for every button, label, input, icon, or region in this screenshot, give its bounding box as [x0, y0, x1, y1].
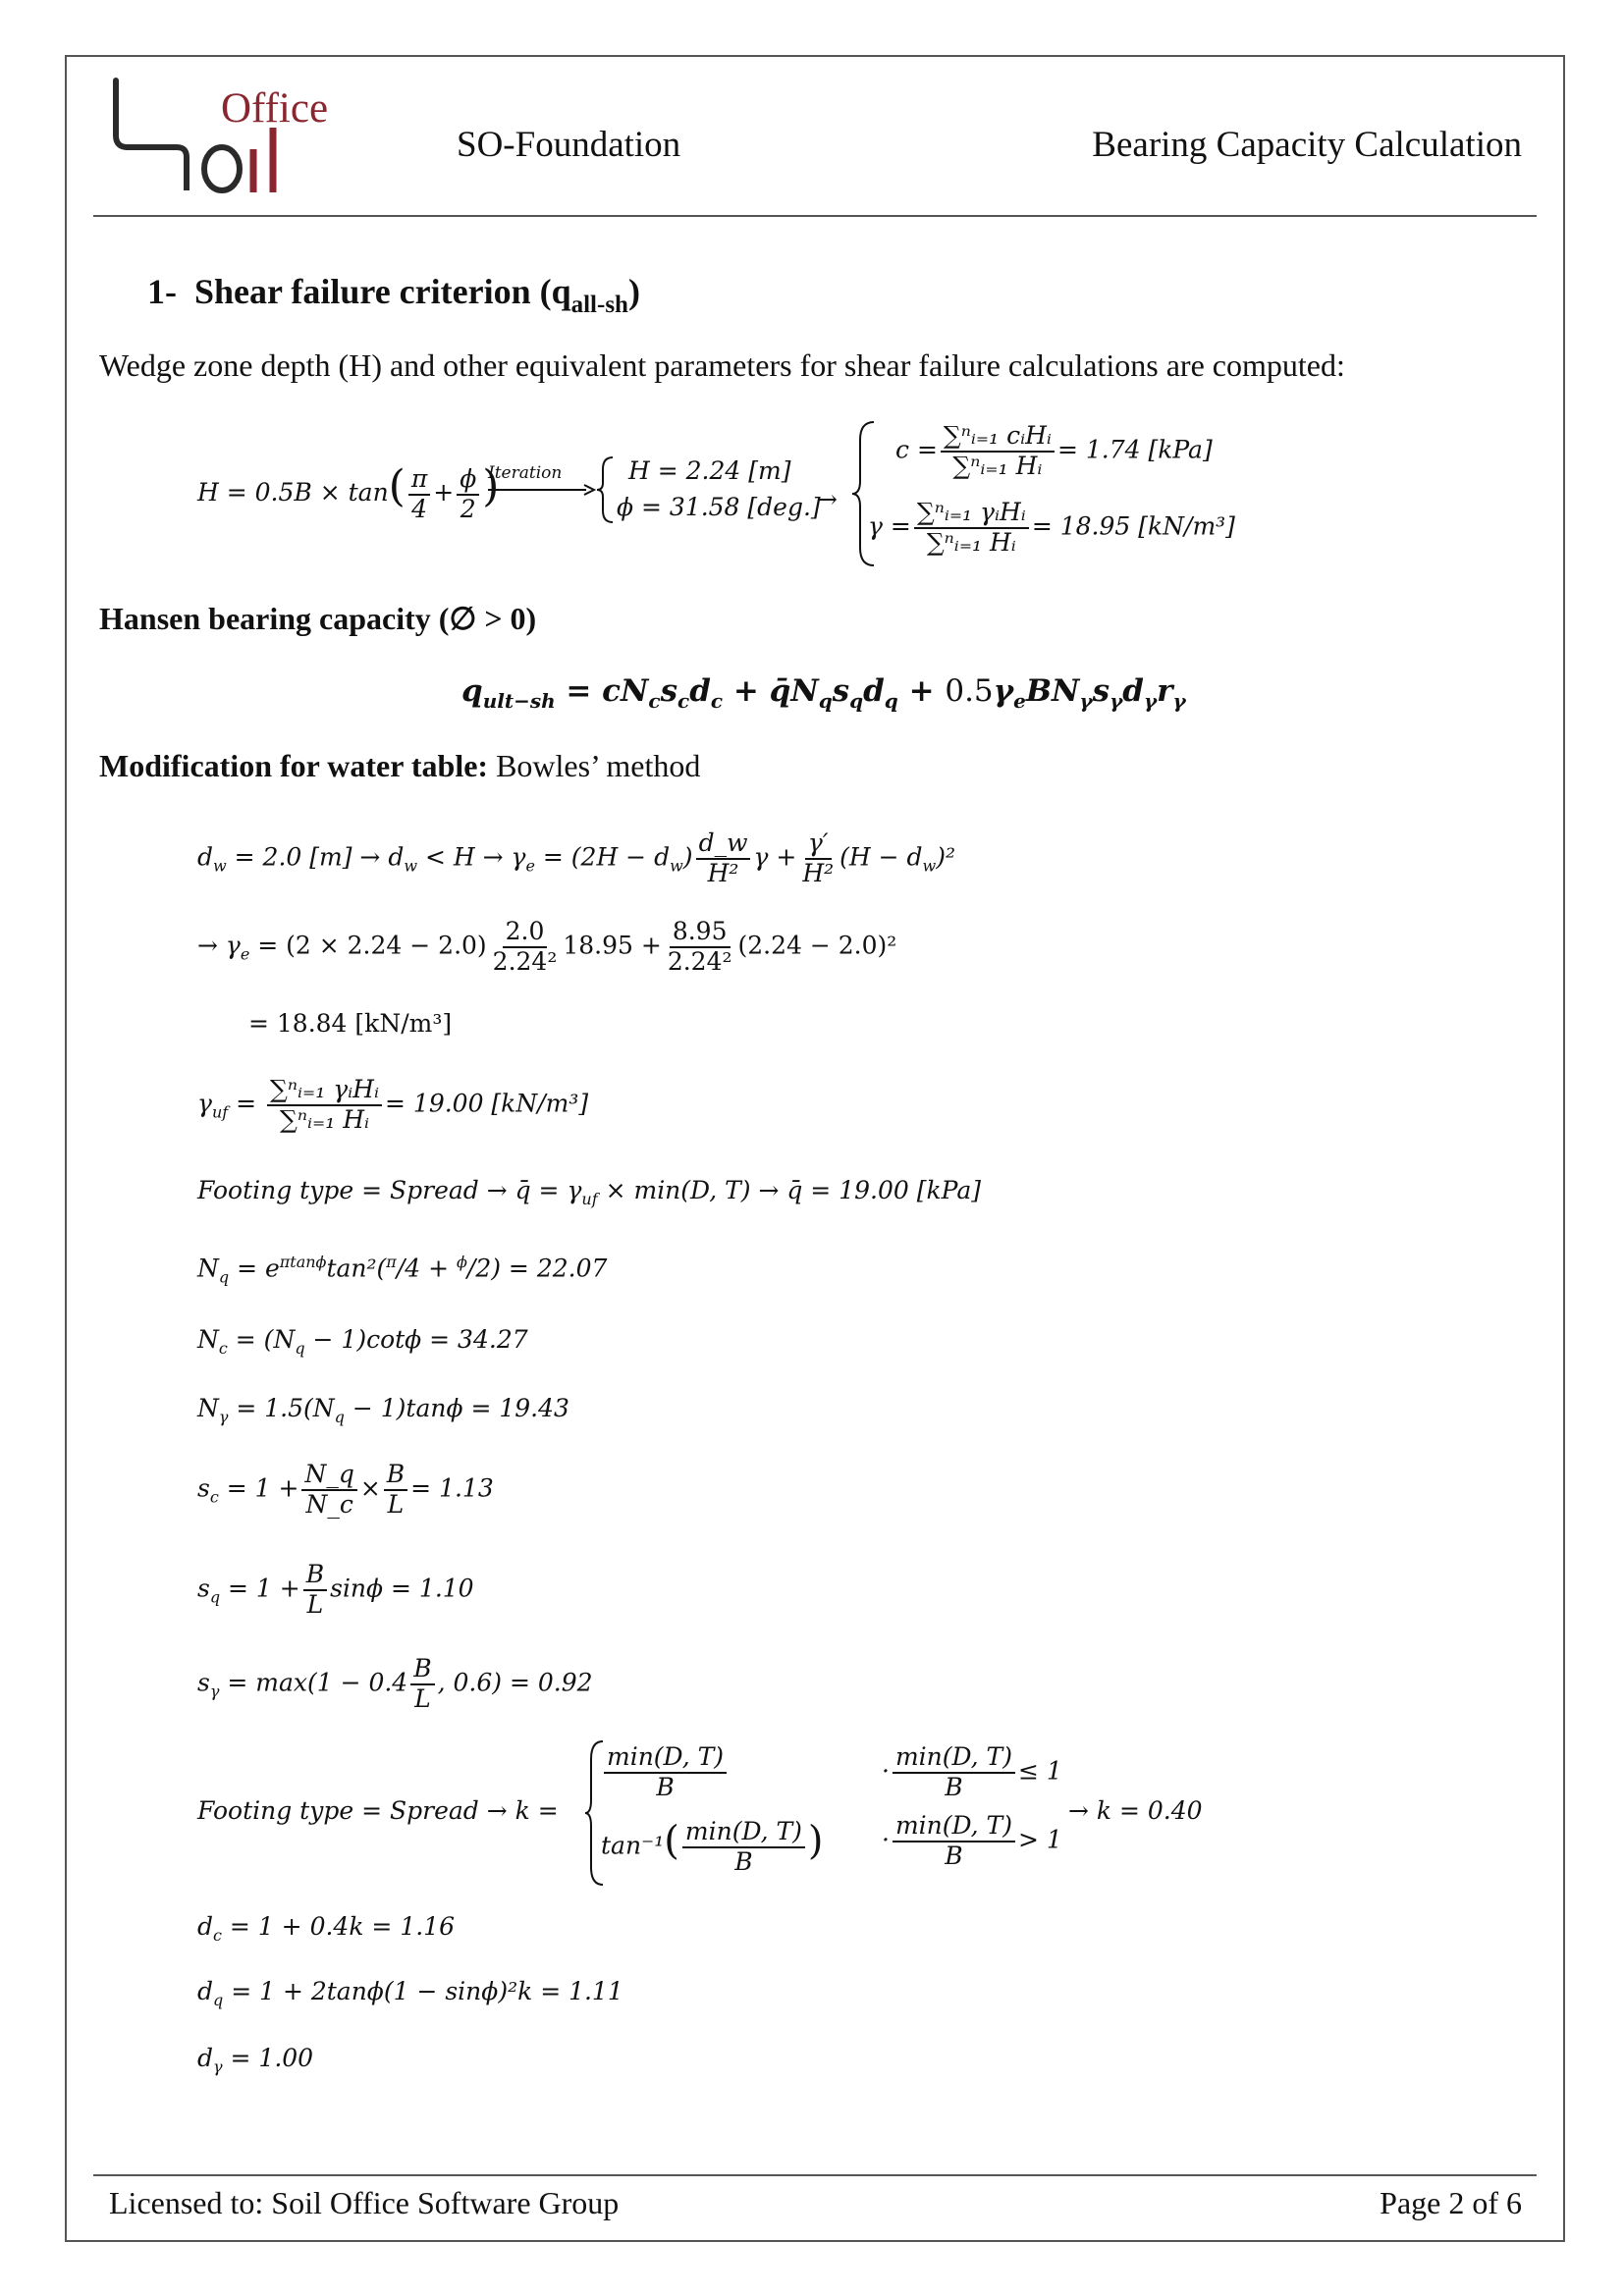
- dw-equation: $d_w = 2.0$ $[m] \to d_w < H \to \gamma_e = (2H - d_w)$ $\frac{d\_w}{\text{H²}}$ γ + $\frac{\gamma'}{\text{H²}}$ $(H - d_w)^2$: [197, 828, 956, 887]
- k-condition-1: · $\frac{\min(D, T)}{B}$ ≤ 1: [882, 1742, 1062, 1801]
- h-result: H = 2.24 [m]: [628, 456, 791, 485]
- water-table-heading: Modification for water table: Bowles’ method: [99, 748, 701, 783]
- document-title: Bearing Capacity Calculation: [1092, 125, 1522, 165]
- k-result: → k = 0.40: [1068, 1796, 1203, 1825]
- sgamma-equation: $s_\gamma = \max(1 - 0.4$ $\frac{B}{L}$ , 0.6) = 0.92: [197, 1654, 593, 1713]
- nq-equation: $N_q = e^{\pi tan\phi}\tan^2(^\pi/4 + ^\phi/2) = 22.07$: [197, 1253, 608, 1287]
- left-brace-icon: [595, 455, 615, 524]
- dc-equation: $d_c = 1 + 0.4k = 1.16$: [197, 1912, 455, 1945]
- footing-qbar-equation: Footing type = Spread → q̄ = $\gamma_{uf} \times \min(D$, T) → q̄ = 19.00 [kPa]: [197, 1176, 981, 1208]
- hansen-equation: $q_{ult-sh} = cN_cs_cd_c$ + $q̄N_qs_qd_q + 0.5\gamma_eBN_\gamma s_\gamma d_\gamma r_\gamma$: [461, 673, 1186, 714]
- arrow-icon: →: [817, 485, 838, 513]
- gamma-uf-equation: $\gamma_{uf}$ = $\frac{\text{∑ⁿᵢ₌₁ γᵢHᵢ}}{\text{∑ⁿᵢ₌₁ Hᵢ}}$ = 19.00 [kN/m³]: [197, 1075, 589, 1134]
- license-text: Licensed to: Soil Office Software Group: [109, 2185, 620, 2220]
- gamma-equation: γ = $\frac{\text{∑ⁿᵢ₌₁ γᵢHᵢ}}{\text{∑ⁿᵢ₌₁ Hᵢ}}$ = 18.95 [kN/m³]: [868, 498, 1235, 557]
- k-lhs: Footing type = Spread → k =: [197, 1796, 559, 1825]
- logo-office-text: Office: [221, 85, 329, 132]
- wedge-depth-equation: H = 0.5B × tan( $\frac{\pi}{4}$ + $\frac{\phi}{2}$ ): [197, 461, 500, 523]
- ngamma-equation: $N_\gamma = 1.5(N_q - 1)\tan\phi = 19.43$: [197, 1394, 569, 1426]
- header-divider: [93, 215, 1537, 217]
- phi-result: ϕ = 31.58 [deg.]: [617, 493, 821, 521]
- intro-paragraph: Wedge zone depth (H) and other equivalent parameters for shear failure calculations are computed:: [99, 347, 1345, 383]
- app-name: SO-Foundation: [457, 125, 681, 165]
- gamma-e-equation: → $\gamma_e = (2 \times 2.24 - 2.0)$ $\frac{2.0}{\text{2.24²}}$ 18.95 + $\frac{8.95}{\text{2.24²}}$ (2.24 − 2.0)²: [197, 917, 897, 976]
- sq-equation: $s_q = 1$ + $\frac{B}{L}$ sinϕ = 1.10: [197, 1560, 474, 1619]
- iteration-arrow-icon: [488, 483, 596, 497]
- nc-equation: $N_c = (N_q - 1)\cot\phi = 34.27$: [197, 1325, 528, 1358]
- k-case-1: $\frac{\min(D, T)}{B}$: [601, 1743, 730, 1802]
- iteration-label: Iteration: [488, 463, 563, 483]
- gamma-e-result: = 18.84 [kN/m³]: [248, 1009, 453, 1038]
- k-condition-2: · $\frac{\min(D, T)}{B}$ > 1: [882, 1811, 1062, 1870]
- sc-equation: $s_c = 1$ + $\frac{N\_q}{N\_c}$ × $\frac{B}{L}$ = 1.13: [197, 1460, 494, 1519]
- section-heading: 1- Shear failure criterion $(q_{all-sh})$: [147, 272, 640, 318]
- footer-divider: [93, 2174, 1537, 2176]
- dq-equation: $d_q = 1 + 2\tan\phi(1 - \sin\phi)^2k = 1.11$: [197, 1977, 623, 2009]
- k-case-2: tan⁻¹( $\frac{\min(D, T)}{B}$ ): [601, 1817, 824, 1876]
- c-equation: c = $\frac{\text{∑ⁿᵢ₌₁ cᵢHᵢ}}{\text{∑ⁿᵢ₌₁ Hᵢ}}$ = 1.74 [kPa]: [895, 421, 1213, 480]
- page-number: Page 2 of 6: [1380, 2185, 1522, 2220]
- dgamma-equation: $d_\gamma = 1.00$: [197, 2044, 314, 2076]
- hansen-heading: Hansen bearing capacity (∅ > 0): [99, 601, 537, 636]
